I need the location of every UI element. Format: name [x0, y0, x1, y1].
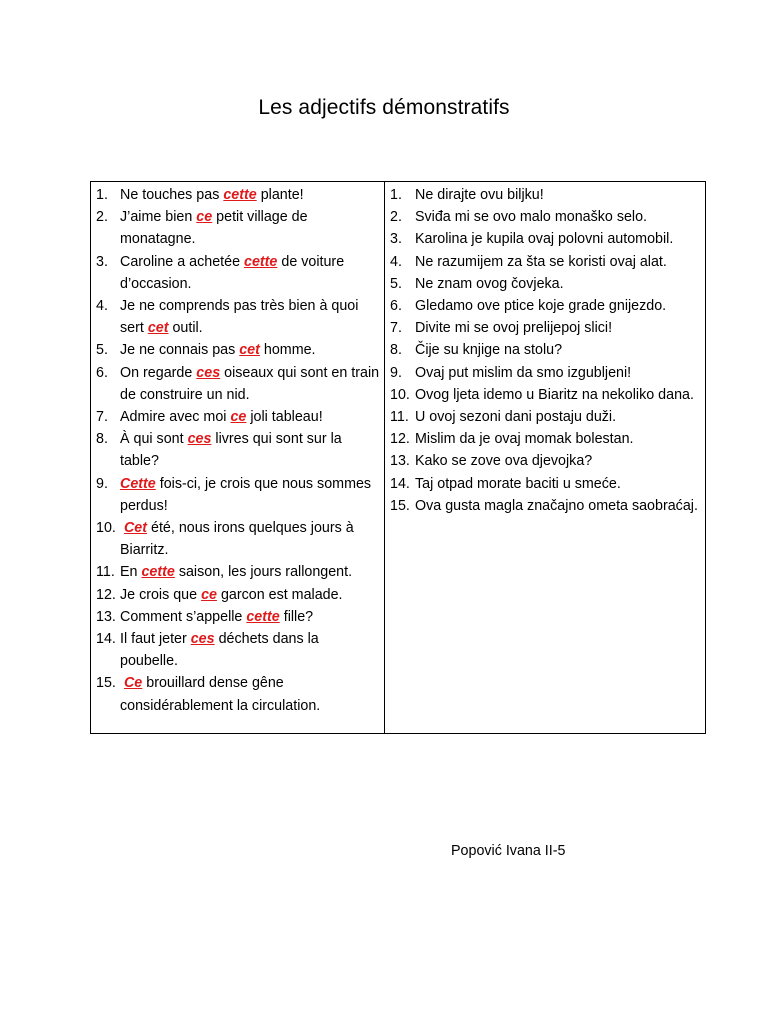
french-sentence-list: [91, 184, 384, 717]
french-sentence: [91, 584, 384, 606]
sentence-text-before: À qui sont: [120, 431, 188, 448]
sentence-text-before: Il faut jeter: [120, 631, 191, 648]
demonstrative-adjective: Cette: [120, 475, 156, 492]
french-sentence: [91, 339, 384, 361]
sentence-text-before: Ne touches pas: [120, 187, 224, 203]
french-sentence: [91, 517, 384, 561]
sentence-text-after: brouillard dense gêne considérablement la circulation.: [120, 675, 321, 714]
sentence-text-before: En: [120, 564, 142, 581]
translation-sentence: [385, 251, 705, 273]
sentence-text: Ova gusta magla značajno ometa saobraćaj.: [415, 497, 698, 514]
sentence-number: 10.: [96, 520, 116, 537]
sentence-text: Ne znam ovog čovjeka.: [415, 275, 564, 292]
french-sentence: [91, 251, 384, 295]
sentence-text: [120, 206, 384, 250]
sentence-number: 14.: [96, 631, 116, 648]
sentence-text-after: joli tableau!: [246, 409, 323, 426]
sentence-text: [120, 251, 384, 295]
author-signature: Popović Ivana II-5: [451, 843, 566, 859]
demonstrative-adjective: Cet: [123, 520, 148, 537]
sentence-text: [120, 584, 384, 606]
translation-sentence: [385, 384, 705, 406]
french-sentence: [91, 473, 384, 517]
translation-sentence: [385, 495, 705, 517]
sentence-text-after: outil.: [168, 320, 203, 337]
demonstrative-adjective: cet: [147, 320, 169, 337]
sentence-number: 13.: [96, 608, 116, 625]
sentence-text-before: J’aime bien: [120, 209, 197, 226]
sentence-number: 8.: [390, 342, 402, 359]
demonstrative-adjective: cette: [244, 253, 278, 270]
sentence-number: 5.: [390, 275, 402, 292]
sentence-text: Taj otpad morate baciti u smeće.: [415, 475, 621, 492]
translation-sentence: [385, 406, 705, 428]
demonstrative-adjective: Ce: [123, 675, 143, 692]
sentence-number: 13.: [390, 453, 410, 470]
translation-sentence: [385, 339, 705, 361]
sentence-text: Kako se zove ova djevojka?: [415, 453, 593, 470]
sentence-number: 10.: [390, 386, 410, 403]
sentence-number: 12.: [390, 431, 410, 448]
sentence-text-after: plante!: [256, 187, 304, 203]
demonstrative-adjective: ce: [196, 209, 213, 226]
sentence-text-after: petit village de monatagne.: [120, 209, 312, 248]
sentence-text-before: Caroline a achetée: [120, 253, 244, 270]
sentence-number: 15.: [390, 497, 410, 514]
sentence-text-after: été, nous irons quelques jours à Biarritz.: [120, 520, 358, 559]
french-column: [91, 182, 385, 733]
sentence-text: Ne dirajte ovu biljku!: [415, 187, 544, 203]
sentence-number: 9.: [96, 475, 108, 492]
sentence-number: 14.: [390, 475, 410, 492]
sentence-number: 11.: [96, 564, 115, 581]
demonstrative-adjective: cette: [223, 187, 257, 203]
exercise-table: [90, 181, 706, 734]
french-sentence: [91, 295, 384, 339]
sentence-text-after: livres qui sont sur la table?: [120, 431, 346, 470]
sentence-text: [120, 406, 384, 428]
translation-sentence: [385, 473, 705, 495]
sentence-number: 2.: [390, 209, 402, 226]
sentence-number: 6.: [96, 364, 108, 381]
translation-sentence: [385, 450, 705, 472]
sentence-number: 4.: [96, 298, 108, 315]
sentence-text-before: On regarde: [120, 364, 197, 381]
demonstrative-adjective: ce: [201, 586, 217, 603]
sentence-text: Karolina je kupila ovaj polovni automobil.: [415, 231, 674, 248]
sentence-text: [120, 672, 384, 716]
translation-sentence: [385, 228, 705, 250]
demonstrative-adjective: ces: [190, 631, 215, 648]
demonstrative-adjective: cet: [239, 342, 260, 359]
page-title: Les adjectifs démonstratifs: [258, 96, 510, 119]
sentence-text-after: déchets dans la poubelle.: [120, 631, 323, 670]
sentence-text-before: Admire avec moi: [120, 409, 231, 426]
translation-sentence: [385, 428, 705, 450]
sentence-text-before: Je ne comprends pas très bien à quoi sert: [120, 298, 363, 337]
french-sentence: [91, 606, 384, 628]
sentence-number: 9.: [390, 364, 402, 381]
sentence-number: 6.: [390, 298, 402, 315]
demonstrative-adjective: ces: [187, 431, 212, 448]
sentence-text: Divite mi se ovoj prelijepoj slici!: [415, 320, 613, 337]
french-sentence: [91, 362, 384, 406]
sentence-number: 4.: [390, 253, 402, 270]
demonstrative-adjective: ces: [196, 364, 221, 381]
demonstrative-adjective: cette: [141, 564, 175, 581]
sentence-text-before: Je ne connais pas: [120, 342, 240, 359]
french-sentence: [91, 628, 384, 672]
sentence-number: 11.: [390, 409, 409, 426]
french-sentence: [91, 428, 384, 472]
sentence-text: [120, 428, 384, 472]
translation-sentence: [385, 362, 705, 384]
sentence-text: Ovaj put mislim da smo izgubljeni!: [415, 364, 632, 381]
sentence-text: [120, 339, 384, 361]
translation-column: [385, 182, 705, 733]
sentence-number: 3.: [390, 231, 402, 248]
sentence-text-after: de voiture d’occasion.: [120, 253, 349, 292]
translation-sentence: [385, 273, 705, 295]
sentence-text-after: homme.: [259, 342, 316, 359]
sentence-text: Gledamo ove ptice koje grade gnijezdo.: [415, 298, 667, 315]
french-sentence: [91, 561, 384, 583]
sentence-text: Čije su knjige na stolu?: [415, 342, 563, 359]
sentence-text: [120, 362, 384, 406]
translation-sentence: [385, 206, 705, 228]
sentence-number: 12.: [96, 586, 116, 603]
french-sentence: [91, 206, 384, 250]
sentence-number: 7.: [390, 320, 402, 337]
sentence-text: [120, 561, 384, 583]
sentence-text: [120, 295, 384, 339]
sentence-number: 2.: [96, 209, 108, 226]
sentence-text-after: fois-ci, je crois que nous sommes perdus!: [120, 475, 376, 514]
sentence-text-before: Comment s’appelle: [120, 608, 247, 625]
sentence-number: 15.: [96, 675, 116, 692]
translation-sentence-list: [385, 184, 705, 517]
french-sentence: [91, 406, 384, 428]
sentence-text: [120, 184, 384, 206]
sentence-text: Ne razumijem za šta se koristi ovaj alat.: [415, 253, 667, 270]
sentence-text-after: fille?: [279, 608, 314, 625]
sentence-text: U ovoj sezoni dani postaju duži.: [415, 409, 617, 426]
sentence-text-before: Je crois que: [120, 586, 202, 603]
sentence-number: 1.: [390, 187, 402, 203]
sentence-number: 5.: [96, 342, 108, 359]
sentence-number: 3.: [96, 253, 108, 270]
sentence-text: [120, 606, 384, 628]
translation-sentence: [385, 295, 705, 317]
sentence-text: [120, 473, 384, 517]
demonstrative-adjective: cette: [246, 608, 280, 625]
translation-sentence: [385, 184, 705, 206]
sentence-text-after: saison, les jours rallongent.: [174, 564, 353, 581]
demonstrative-adjective: ce: [230, 409, 247, 426]
sentence-number: 1.: [96, 187, 108, 203]
translation-sentence: [385, 317, 705, 339]
sentence-number: 8.: [96, 431, 108, 448]
sentence-text-after: garcon est malade.: [216, 586, 343, 603]
sentence-text: Mislim da je ovaj momak bolestan.: [415, 431, 634, 448]
sentence-number: 7.: [96, 409, 108, 426]
sentence-text-after: oiseaux qui sont en train de construire un nid.: [120, 364, 384, 403]
sentence-text: [120, 628, 384, 672]
french-sentence: [91, 184, 384, 206]
sentence-text: Ovog ljeta idemo u Biaritz na nekoliko dana.: [415, 386, 694, 403]
french-sentence: [91, 672, 384, 716]
sentence-text: [120, 517, 384, 561]
sentence-text: Sviđa mi se ovo malo monaško selo.: [415, 209, 648, 226]
